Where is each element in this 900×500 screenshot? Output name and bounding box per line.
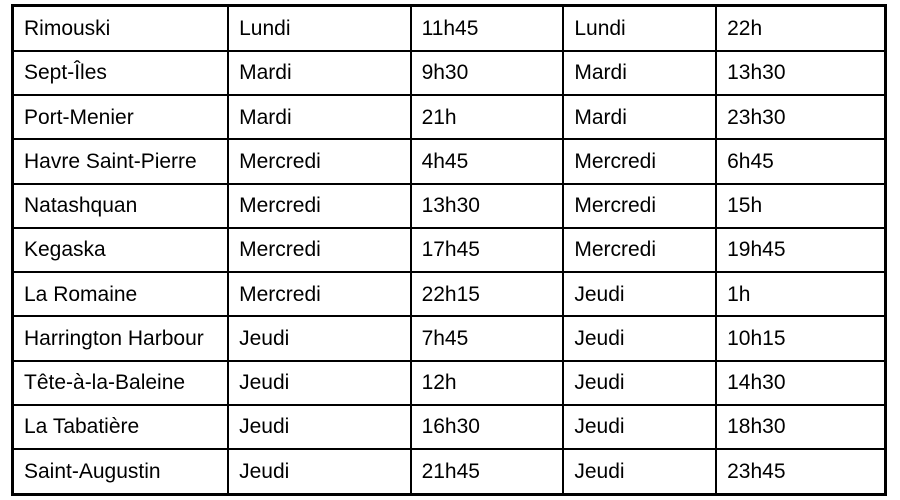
cell-time-2: 18h30	[716, 405, 885, 449]
cell-day-1: Lundi	[228, 6, 410, 51]
cell-time-1: 7h45	[411, 316, 564, 360]
cell-day-1: Jeudi	[228, 449, 410, 494]
table-row	[13, 184, 886, 228]
cell-day-2: Mercredi	[563, 184, 716, 228]
table-row	[13, 228, 886, 272]
cell-time-2: 19h45	[716, 228, 885, 272]
cell-port: La Romaine	[13, 272, 229, 316]
cell-time-1: 12h	[411, 361, 564, 405]
cell-time-2: 6h45	[716, 139, 885, 183]
cell-day-2: Mercredi	[563, 139, 716, 183]
cell-day-2: Mardi	[563, 95, 716, 139]
cell-day-2: Jeudi	[563, 405, 716, 449]
cell-time-1: 11h45	[411, 6, 564, 51]
cell-day-2: Mardi	[563, 51, 716, 95]
cell-time-1: 16h30	[411, 405, 564, 449]
table-row	[13, 316, 886, 360]
cell-day-2: Lundi	[563, 6, 716, 51]
table-row	[13, 51, 886, 95]
cell-day-1: Mercredi	[228, 139, 410, 183]
cell-day-1: Jeudi	[228, 361, 410, 405]
cell-day-1: Mardi	[228, 51, 410, 95]
cell-port: La Tabatière	[13, 405, 229, 449]
cell-day-2: Jeudi	[563, 272, 716, 316]
cell-time-1: 21h	[411, 95, 564, 139]
table-row	[13, 95, 886, 139]
cell-day-2: Jeudi	[563, 316, 716, 360]
cell-time-1: 17h45	[411, 228, 564, 272]
table-row	[13, 361, 886, 405]
cell-time-2: 22h	[716, 6, 885, 51]
cell-time-2: 15h	[716, 184, 885, 228]
cell-day-2: Jeudi	[563, 361, 716, 405]
cell-day-2: Mercredi	[563, 228, 716, 272]
cell-time-2: 1h	[716, 272, 885, 316]
cell-time-1: 21h45	[411, 449, 564, 494]
cell-day-1: Mercredi	[228, 272, 410, 316]
cell-time-2: 23h45	[716, 449, 885, 494]
cell-time-1: 4h45	[411, 139, 564, 183]
cell-port: Harrington Harbour	[13, 316, 229, 360]
cell-port: Sept-Îles	[13, 51, 229, 95]
cell-time-2: 23h30	[716, 95, 885, 139]
table-row	[13, 6, 886, 51]
cell-day-1: Mercredi	[228, 184, 410, 228]
cell-day-1: Mardi	[228, 95, 410, 139]
cell-port: Saint-Augustin	[13, 449, 229, 494]
table-row	[13, 405, 886, 449]
cell-time-1: 13h30	[411, 184, 564, 228]
cell-day-1: Jeudi	[228, 405, 410, 449]
table-row	[13, 449, 886, 494]
table-row	[13, 139, 886, 183]
ferry-schedule-table	[11, 4, 887, 496]
cell-port: Havre Saint-Pierre	[13, 139, 229, 183]
cell-time-2: 14h30	[716, 361, 885, 405]
cell-port: Tête-à-la-Baleine	[13, 361, 229, 405]
table-row	[13, 272, 886, 316]
cell-day-2: Jeudi	[563, 449, 716, 494]
cell-port: Port-Menier	[13, 95, 229, 139]
cell-time-2: 10h15	[716, 316, 885, 360]
cell-day-1: Jeudi	[228, 316, 410, 360]
cell-time-1: 22h15	[411, 272, 564, 316]
cell-port: Rimouski	[13, 6, 229, 51]
cell-time-1: 9h30	[411, 51, 564, 95]
cell-port: Natashquan	[13, 184, 229, 228]
cell-day-1: Mercredi	[228, 228, 410, 272]
cell-time-2: 13h30	[716, 51, 885, 95]
cell-port: Kegaska	[13, 228, 229, 272]
